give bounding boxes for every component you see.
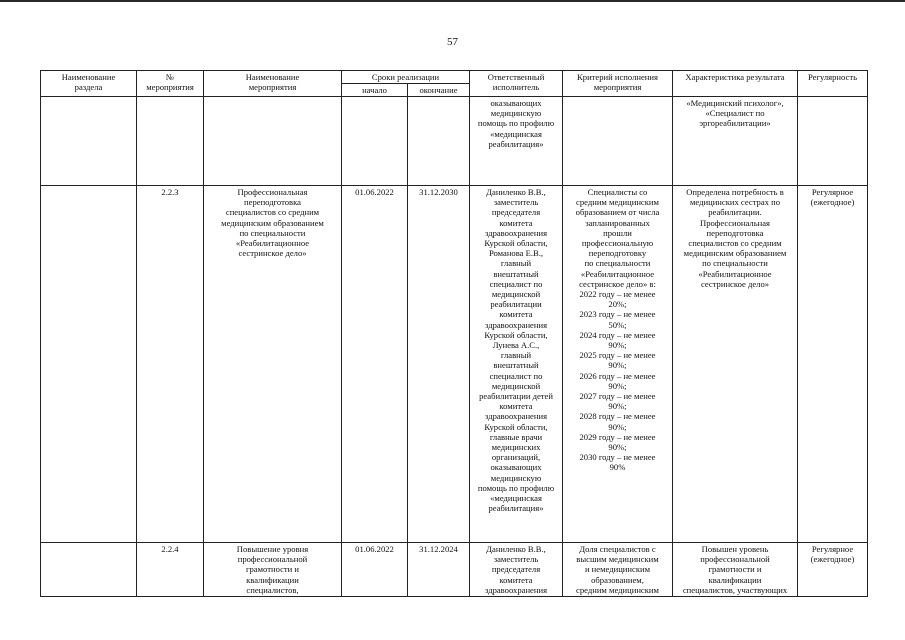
cell-responsible: оказывающих медицинскую помощь по профилю «медицинская реабилитация» [470,97,563,186]
table-row [41,186,868,543]
cell-number: 2.2.3 [137,186,204,543]
cell-start: 01.06.2022 [342,543,408,597]
cell-criterion: Доля специалистов с высшим медицинским и немедицинским образованием, средним медицинским [563,543,673,597]
cell-criterion: Специалисты со средним медицинским образованием от числа запланированных прошли профессиональную переподготовку по специальности «Реабилитационное сестринское дело» в: 2022 году – не менее 20%; 2023 году – не менее 50%; 2024 году – не менее 90%; 2025 году – не менее 90%; 2026 году – не менее 90%; 2027 году – не менее 90%; 2028 году – не менее 90%; 2029 году – не менее 90%; 2030 году – не менее 90% [563,186,673,543]
header-start: начало [342,84,408,97]
header-activity-name: Наименование мероприятия [204,71,342,97]
table-row [41,543,868,597]
cell-end: 31.12.2024 [408,543,470,597]
header-responsible: Ответственный исполнитель [470,71,563,97]
cell-start: 01.06.2022 [342,186,408,543]
header-row-1 [41,71,868,84]
cell-regularity: Регулярное (ежегодное) [798,543,868,597]
header-number: № мероприятия [137,71,204,97]
cell-end [408,97,470,186]
cell-activity-name: Повышение уровня профессиональной грамотности и квалификации специалистов, [204,543,342,597]
table-row [41,97,868,186]
cell-activity-name: Профессиональная переподготовка специалистов со средним медицинским образованием по специальности «Реабилитационное сестринское дело» [204,186,342,543]
cell-number: 2.2.4 [137,543,204,597]
header-result: Характеристика результата [673,71,798,97]
cell-activity-name [204,97,342,186]
page-number: 57 [447,36,458,48]
cell-section [41,97,137,186]
cell-section [41,543,137,597]
cell-result: Определена потребность в медицинских сестрах по реабилитации. Профессиональная переподготовка специалистов со средним медицинским образованием по специальности «Реабилитационное сестринское дело» [673,186,798,543]
cell-responsible: Даниленко В.В., заместитель председателя комитета здравоохранения Курской области, Романова Е.В., главный внештатный специалист по медицинской реабилитации комитета здравоохранения Курской области, Лунева А.С., главный внештатный специалист по медицинской реабилитации детей комитета здравоохранения Курской области, главные врачи медицинских организаций, оказывающих медицинскую помощь по профилю «медицинская реабилитация» [470,186,563,543]
header-section: Наименование раздела [41,71,137,97]
cell-start [342,97,408,186]
cell-criterion [563,97,673,186]
cell-responsible: Даниленко В.В., заместитель председателя комитета здравоохранения [470,543,563,597]
cell-section [41,186,137,543]
header-terms: Сроки реализации [342,71,470,84]
cell-end: 31.12.2030 [408,186,470,543]
header-end: окончание [408,84,470,97]
page-top-edge [0,0,905,2]
cell-regularity: Регулярное (ежегодное) [798,186,868,543]
cell-number [137,97,204,186]
cell-result: Повышен уровень профессиональной грамотности и квалификации специалистов, участвующих [673,543,798,597]
cell-regularity [798,97,868,186]
header-regularity: Регулярность [798,71,868,97]
cell-result: «Медицинский психолог», «Специалист по эргореабилитации» [673,97,798,186]
activities-table [40,70,868,597]
header-criterion: Критерий исполнения мероприятия [563,71,673,97]
